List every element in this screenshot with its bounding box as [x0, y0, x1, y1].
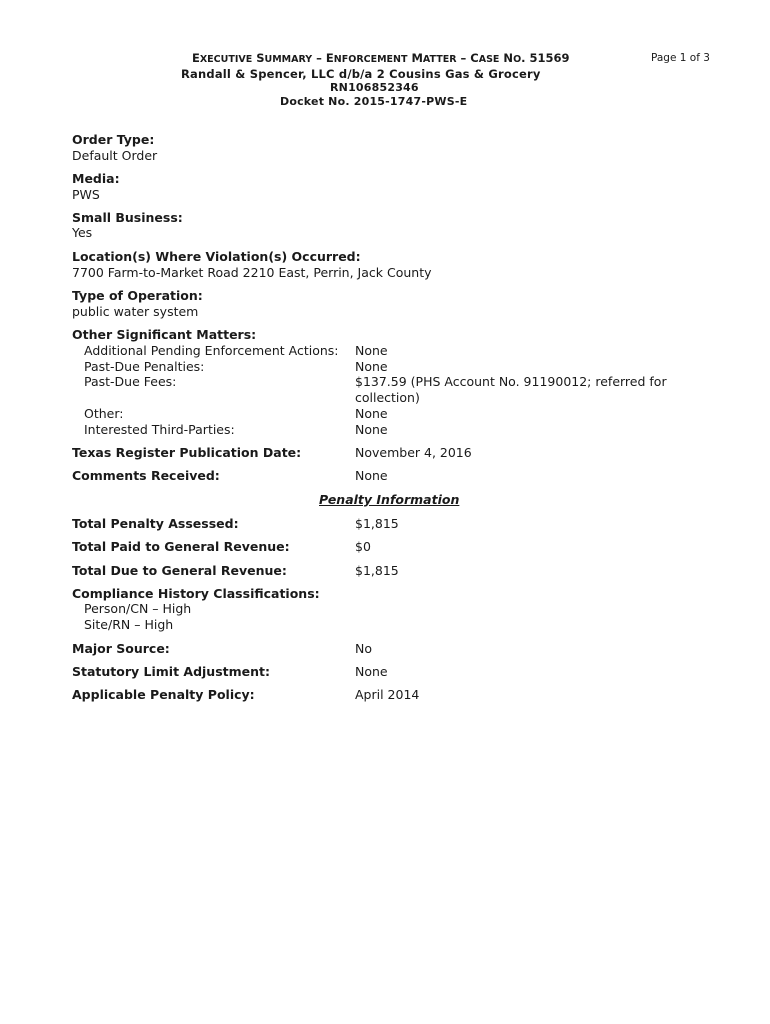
total-penalty-value: $1,815: [355, 516, 399, 531]
total-due-value: $1,815: [355, 563, 399, 578]
total-paid-value: $0: [355, 539, 371, 554]
penalty-policy-label: Applicable Penalty Policy:: [72, 687, 255, 702]
total-penalty-label: Total Penalty Assessed:: [72, 516, 239, 531]
docket-number: Docket No. 2015-1747-PWS-E: [280, 95, 468, 108]
past-due-fees-value-cont: collection): [355, 390, 420, 405]
past-due-fees-label: Past-Due Fees:: [84, 374, 177, 389]
penalty-information-heading: Penalty Information: [319, 492, 460, 507]
small-business-label: Small Business:: [72, 210, 183, 225]
penalty-policy-value: April 2014: [355, 687, 420, 702]
operation-value: public water system: [72, 304, 199, 319]
total-paid-label: Total Paid to General Revenue:: [72, 539, 290, 554]
register-date-value: November 4, 2016: [355, 445, 472, 460]
page-number: Page 1 of 3: [651, 52, 710, 64]
total-due-label: Total Due to General Revenue:: [72, 563, 287, 578]
media-value: PWS: [72, 187, 100, 202]
register-date-label: Texas Register Publication Date:: [72, 445, 302, 460]
past-due-fees-value: $137.59 (PHS Account No. 91190012; referred for: [355, 374, 667, 389]
media-label: Media:: [72, 171, 120, 186]
statutory-value: None: [355, 664, 388, 679]
order-type-value: Default Order: [72, 148, 158, 163]
comments-value: None: [355, 468, 388, 483]
small-business-value: Yes: [72, 225, 93, 240]
other-label: Other:: [84, 406, 124, 421]
other-matters-label: Other Significant Matters:: [72, 327, 257, 342]
past-due-penalties-label: Past-Due Penalties:: [84, 359, 205, 374]
third-parties-label: Interested Third-Parties:: [84, 422, 235, 437]
statutory-label: Statutory Limit Adjustment:: [72, 664, 270, 679]
compliance-person: Person/CN – High: [84, 601, 192, 616]
operation-label: Type of Operation:: [72, 288, 203, 303]
pending-actions-label: Additional Pending Enforcement Actions:: [84, 343, 339, 358]
location-label: Location(s) Where Violation(s) Occurred:: [72, 249, 361, 264]
third-parties-value: None: [355, 422, 388, 437]
comments-label: Comments Received:: [72, 468, 220, 483]
document-title: EXECUTIVE SUMMARY – ENFORCEMENT MATTER – CASE NO. 51569: [192, 51, 570, 65]
major-source-label: Major Source:: [72, 641, 170, 656]
entity-name: Randall & Spencer, LLC d/b/a 2 Cousins Gas & Grocery: [181, 67, 541, 81]
pending-actions-value: None: [355, 343, 388, 358]
past-due-penalties-value: None: [355, 359, 388, 374]
compliance-label: Compliance History Classifications:: [72, 586, 320, 601]
order-type-label: Order Type:: [72, 132, 155, 147]
other-value: None: [355, 406, 388, 421]
location-value: 7700 Farm-to-Market Road 2210 East, Perrin, Jack County: [72, 265, 432, 280]
rn-number: RN106852346: [330, 81, 419, 94]
compliance-site: Site/RN – High: [84, 617, 174, 632]
major-source-value: No: [355, 641, 372, 656]
